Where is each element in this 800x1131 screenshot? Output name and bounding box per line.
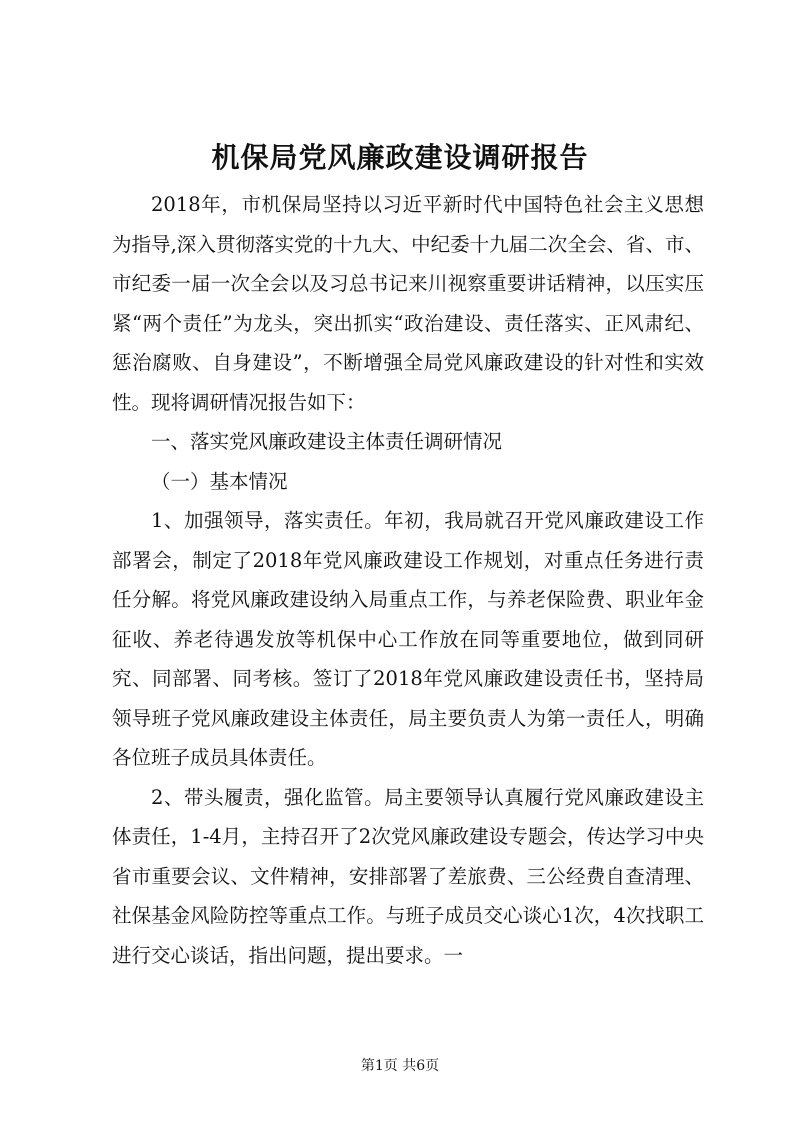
page-footer: 第1页 共6页	[360, 1058, 440, 1074]
paragraph-intro: 2018年，市机保局坚持以习近平新时代中国特色社会主义思想为指导,深入贯彻落实党的十九大、中纪委十九届二次全会、省、市、市纪委一届一次全会以及习总书记来川视察重要讲话精神，以压实压紧“两个责任”为龙头，突出抓实“政治建设、责任落实、正风肃纪、惩治腐败、自身建设”，不断增强全局党风廉政建设的针对性和实效性。现将调研情况报告如下：	[112, 193, 704, 414]
paragraph-item-1: 1、加强领导，落实责任。年初，我局就召开党风廉政建设工作部署会，制定了2018年党风廉政建设工作规划，对重点任务进行责任分解。将党风廉政建设纳入局重点工作，与养老保险费、职业年金征收、养老待遇发放等机保中心工作放在同等重要地位，做到同研究、同部署、同考核。签订了2018年党风廉政建设责任书，坚持局领导班子党风廉政建设主体责任，局主要负责人为第一责任人，明确各位班子成员具体责任。	[112, 509, 704, 769]
document-title: 机保局党风廉政建设调研报告	[211, 141, 589, 174]
document-body	[112, 185, 704, 975]
paragraph-item-2: 2、带头履责，强化监管。局主要领导认真履行党风廉政建设主体责任，1-4月，主持召开了2次党风廉政建设专题会，传达学习中央省市重要会议、文件精神，安排部署了差旅费、三公经费自查清理、社保基金风险防控等重点工作。与班子成员交心谈心1次，4次找职工进行交心谈话，指出问题，提出要求。一	[112, 785, 704, 967]
subsection-heading: （一）基本情况	[151, 469, 288, 493]
section-heading: 一、落实党风廉政建设主体责任调研情况	[151, 430, 503, 453]
